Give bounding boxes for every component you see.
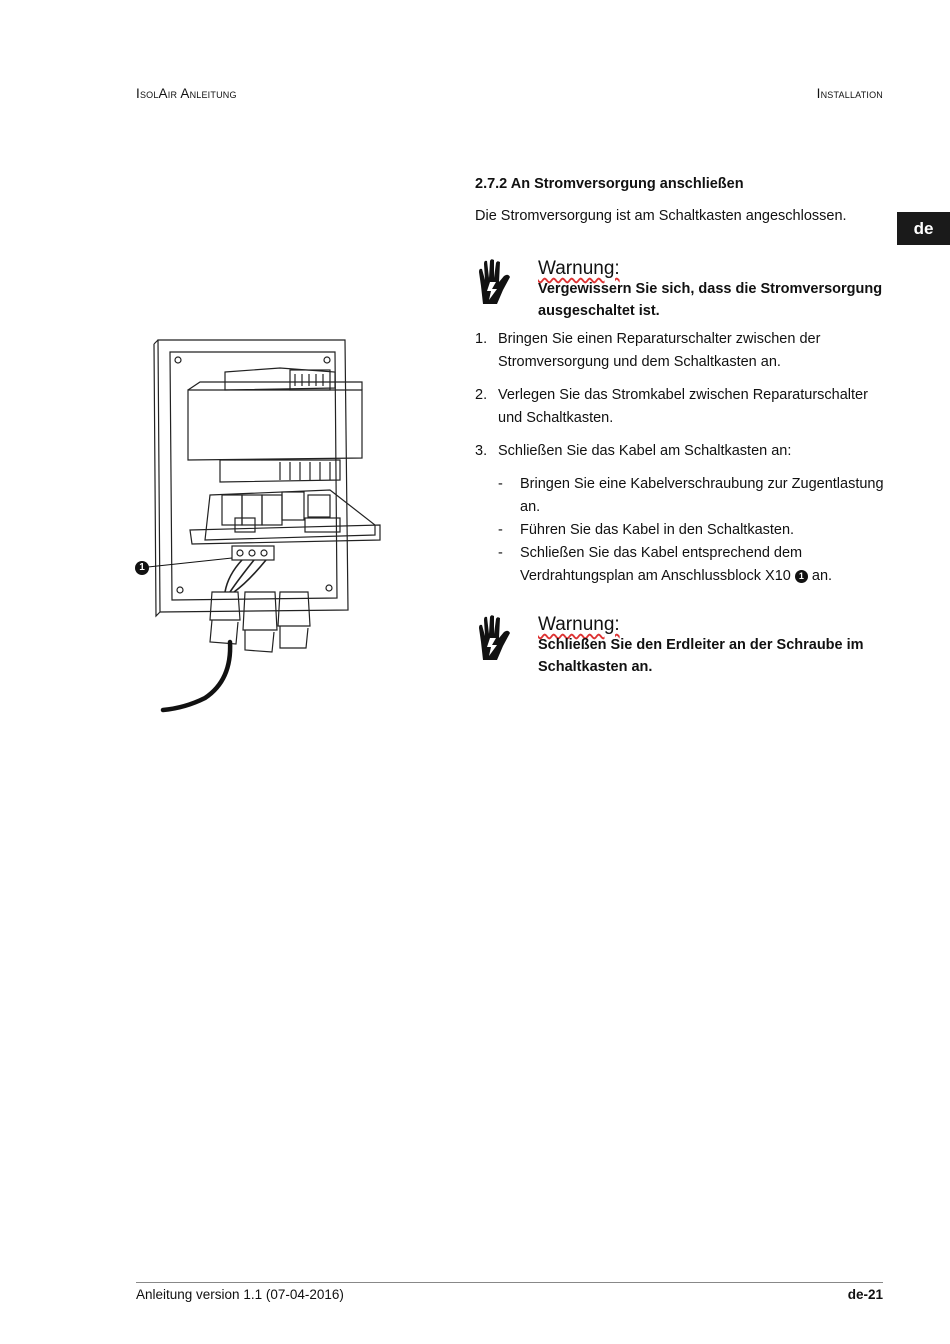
warning-title: Warnung: [538,258,620,279]
substep-text-after: an. [811,568,833,584]
step-text: Bringen Sie einen Reparaturschalter zwischen der Stromversorgung und dem Schaltkasten an. [498,331,821,370]
warning-text: Schließen Sie den Erdleiter an der Schraube im Schaltkasten an. [538,637,864,675]
substeps-list [498,473,885,588]
substep-text: Führen Sie das Kabel in den Schaltkasten. [520,522,795,538]
step-text: Schließen Sie das Kabel am Schaltkasten an: [498,443,792,459]
substep-item [498,542,885,588]
warning-block-1 [475,258,895,318]
section-intro: Die Stromversorgung ist am Schaltkasten angeschlossen. [475,208,847,224]
substep-item [498,519,885,542]
header-left-title: IsolAir Anleitung [136,86,237,101]
substep-dash: - [498,545,503,561]
step-item [475,328,885,374]
warning-block-2 [475,614,895,674]
step-number: 3. [475,443,488,459]
figure-callout-marker [135,561,149,575]
section-title: 2.7.2 An Stromversorgung anschließen [475,176,744,192]
warning-text: Vergewissern Sie sich, dass die Stromversorgung ausgeschaltet ist. [538,281,883,319]
hand-warning-icon [475,614,517,662]
figure-callout-number: 1 [139,562,145,573]
language-tab: de [897,212,950,245]
callout-marker: 1 [795,570,808,583]
step-number: 1. [475,331,488,347]
step-number: 2. [475,387,488,403]
substep-text-before: Schließen Sie das Kabel entsprechend dem Verdrahtungsplan am Anschlussblock X10 [520,545,803,584]
footer-divider [136,1282,883,1283]
steps-list [475,328,885,598]
control-box-illustration [130,330,400,720]
footer-page-number: de-21 [847,1287,883,1302]
header-right-section: Installation [816,86,883,101]
step-text: Verlegen Sie das Stromkabel zwischen Reparaturschalter und Schaltkasten. [498,387,868,426]
substep-text: Bringen Sie eine Kabelverschraubung zur Zugentlastung an. [520,476,884,515]
step-item [475,384,885,430]
warning-title: Warnung: [538,614,620,635]
substep-dash: - [498,476,503,492]
step-item [475,440,885,588]
substep-dash: - [498,522,503,538]
substep-item [498,473,885,519]
hand-warning-icon [475,258,517,306]
footer-version: Anleitung version 1.1 (07-04-2016) [136,1287,344,1302]
